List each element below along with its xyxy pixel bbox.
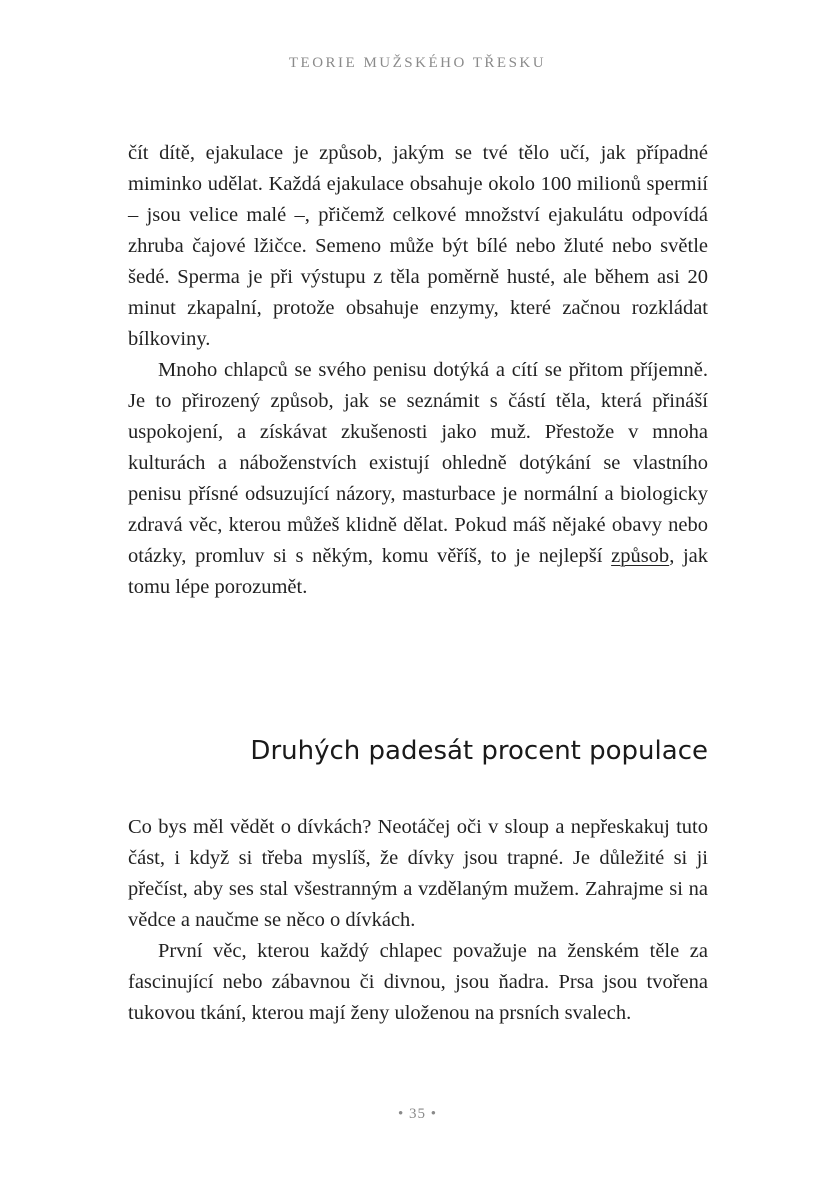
paragraph bbox=[128, 355, 708, 603]
underlined-word: způsob bbox=[611, 545, 670, 567]
paragraph: čít dítě, ejakulace je způsob, jakým se tvé tělo učí, jak případné miminko udělat. Každá ejakulace obsahuje okolo 100 milionů spermií – jsou velice malé –, přičemž celkové množství ejakulátu odpovídá zhruba čajové lžičce. Semeno může být bílé nebo žluté nebo světle šedé. Sperma je při výstupu z těla poměrně husté, ale během asi 20 minut zkapalní, protože obsahuje enzymy, které začnou rozkládat bílkoviny. bbox=[128, 142, 708, 350]
running-head: TEORIE MUŽSKÉHO TŘESKU bbox=[288, 55, 547, 71]
paragraph-text: Mnoho chlapců se svého penisu dotýká a cítí se přitom příjemně. Je to přirozený způsob, jak se seznámit s částí těla, která přináší uspokojení, a získávat zkušenosti jako muž. Přestože v mnoha kulturách a náboženstvích existují ohledně dotýkání se vlastního penisu přísné odsuzující názory, masturbace je normální a biologicky zdravá věc, kterou můžeš klidně dělat. Pokud máš nějaké obavy nebo otázky, promluv si s někým, komu věříš, to je nejlepší bbox=[128, 359, 708, 567]
paragraph-text: , jak tomu lépe porozumět. bbox=[128, 545, 709, 598]
paragraph: Co bys měl vědět o dívkách? Neotáčej oči v sloup a nepřeskakuj tuto část, i když si třeba myslíš, že dívky jsou trapné. Je důležité si ji přečíst, aby ses stal všestranným a vzdělaným mužem. Zahrajme si na vědce a naučme se něco o dívkách. bbox=[128, 816, 708, 931]
page-number: • 35 • bbox=[397, 1106, 437, 1122]
section-heading: Druhých padesát procent populace bbox=[250, 736, 708, 766]
body-text-top bbox=[128, 138, 708, 603]
body-text-bottom bbox=[128, 812, 708, 1029]
paragraph: První věc, kterou každý chlapec považuje na ženském těle za fascinující nebo zábavnou či divnou, jsou ňadra. Prsa jsou tvořena tukovou tkání, kterou mají ženy uloženou na prsních svalech. bbox=[128, 940, 708, 1024]
